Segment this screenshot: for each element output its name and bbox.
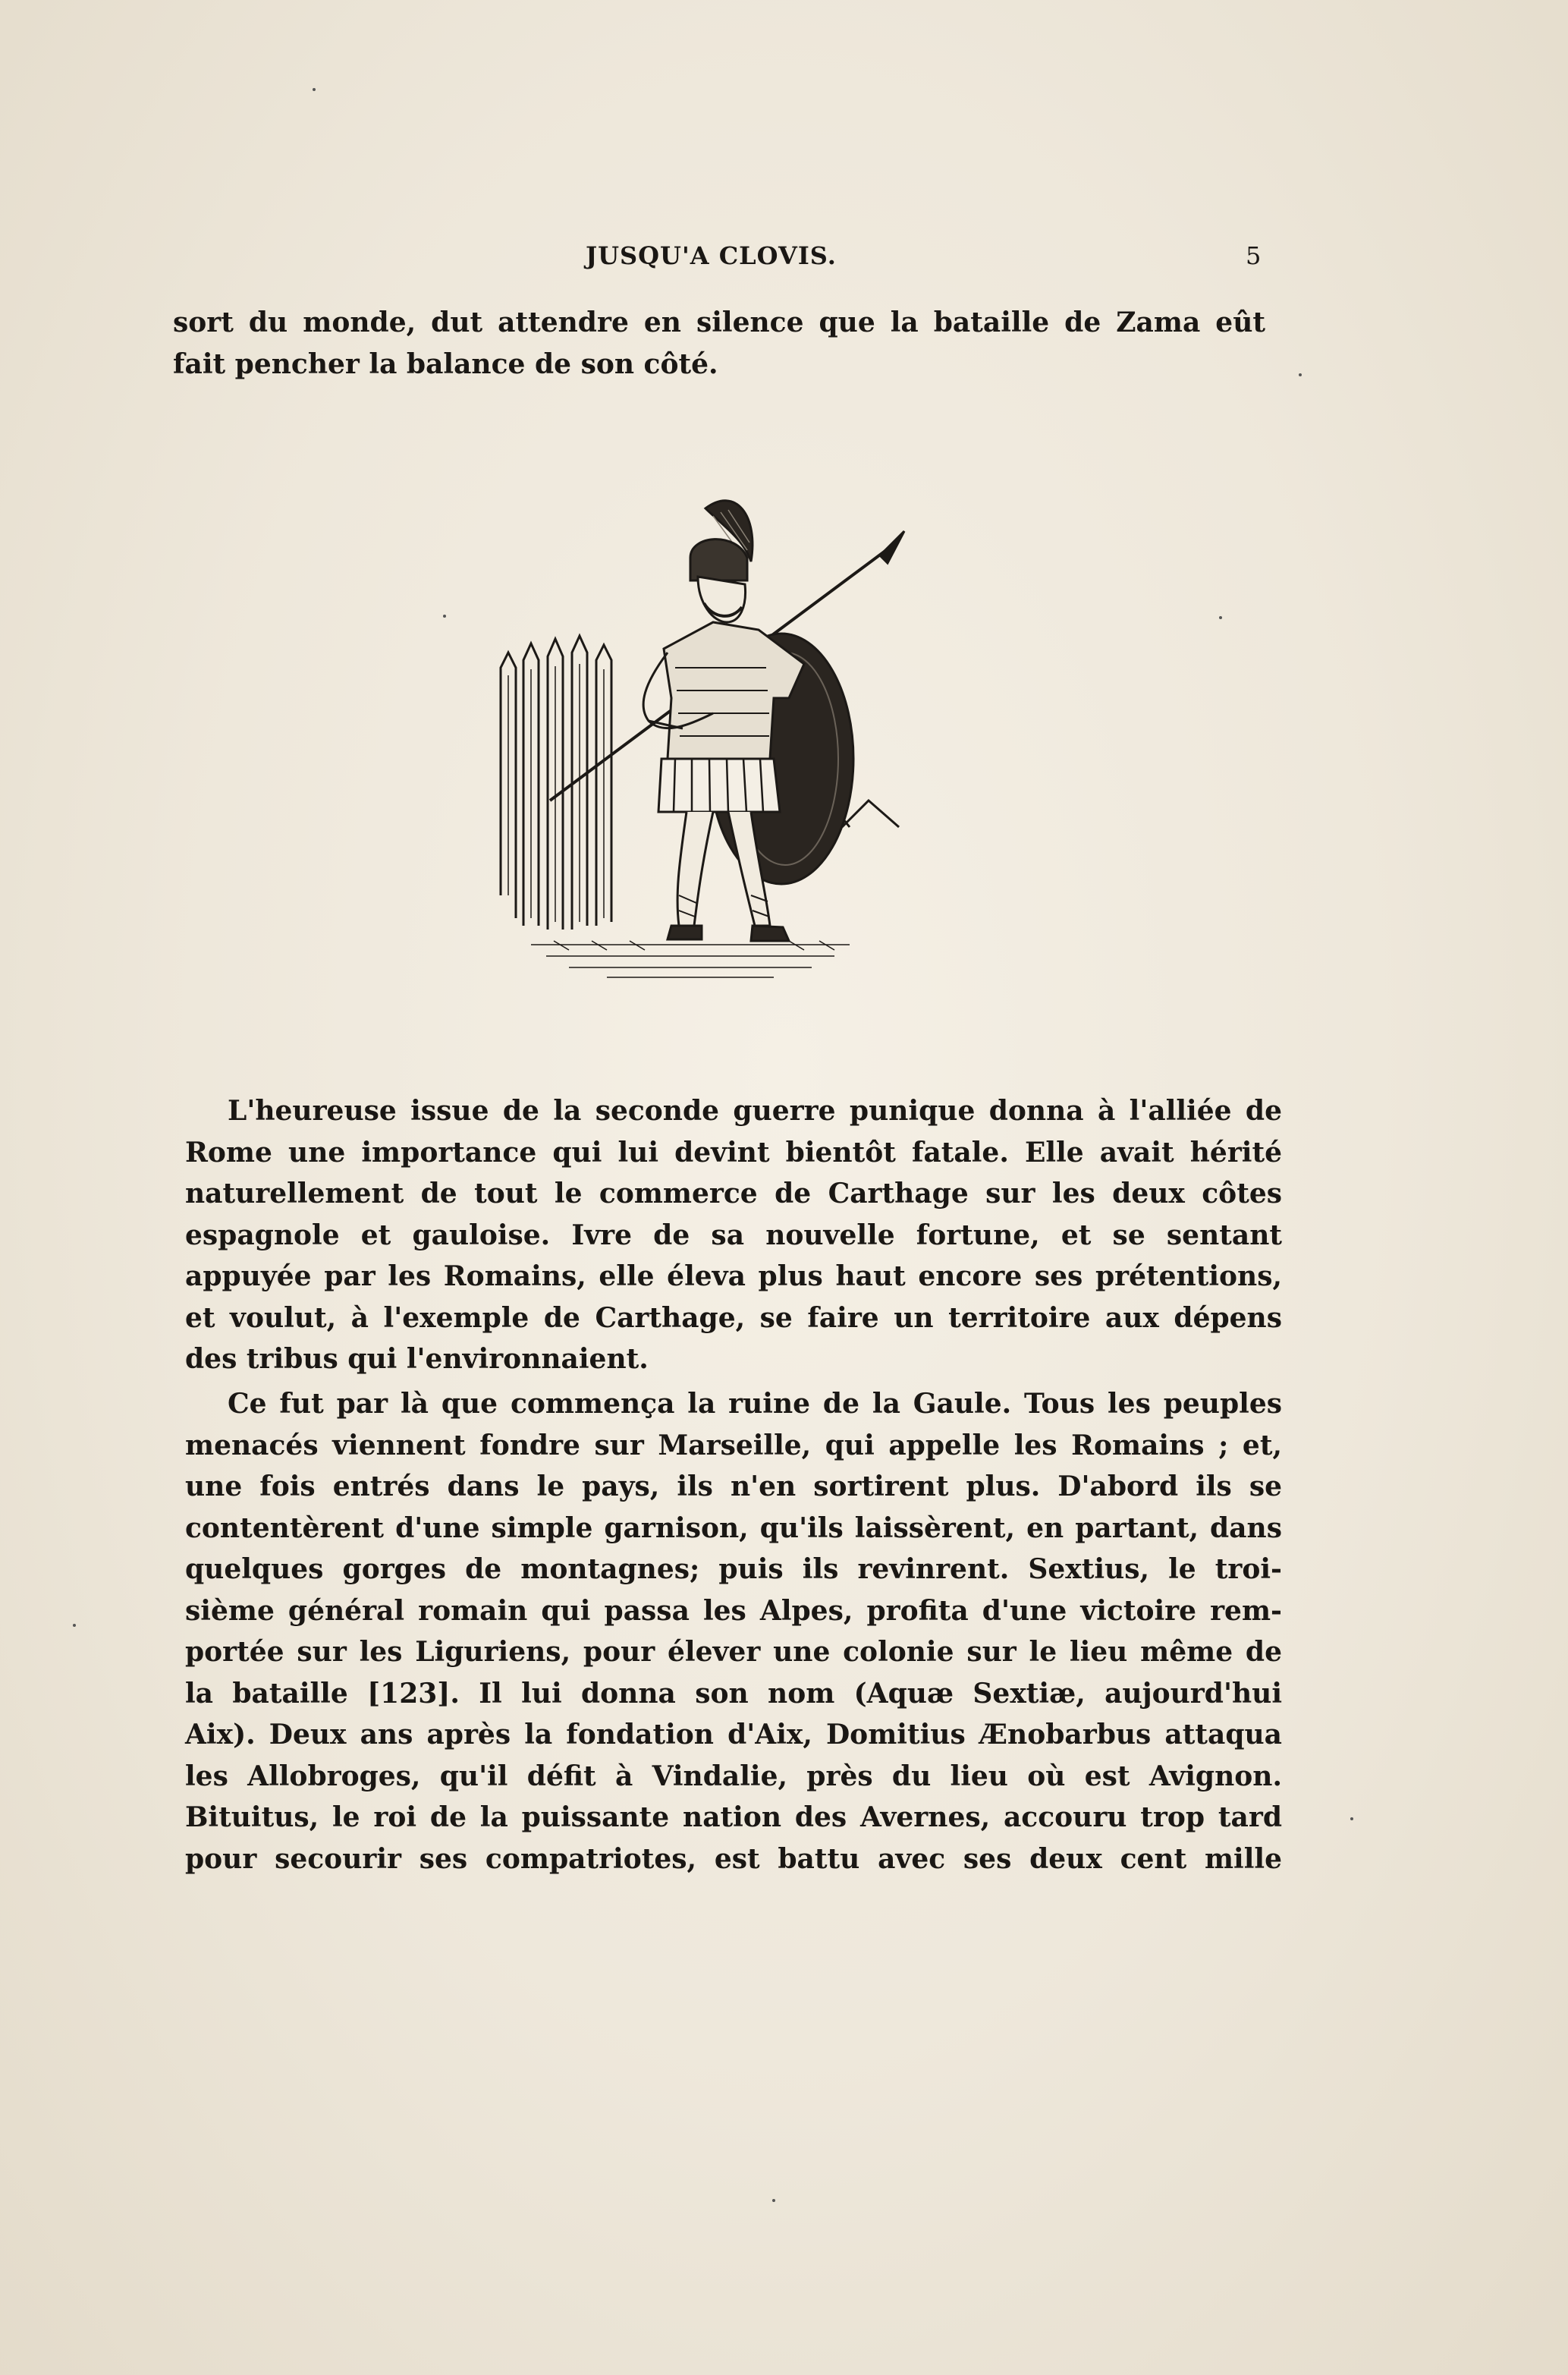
text-line: la bataille [123]. Il lui donna son nom (Aquæ Sextiæ, aujourd'hui: [185, 1677, 1282, 1710]
text-line: portée sur les Liguriens, pour élever une colonie sur le lieu même de: [185, 1636, 1282, 1668]
page-header: [0, 241, 1568, 279]
running-title: JUSQU'A CLOVIS.: [586, 241, 837, 270]
text-line: L'heureuse issue de la seconde guerre punique donna à l'alliée de: [228, 1095, 1282, 1127]
roman-soldier-engraving-icon: [485, 470, 910, 994]
palisade: [501, 636, 611, 930]
text-line: les Allobroges, qu'il défit à Vindalie, près du lieu où est Avignon.: [185, 1760, 1282, 1792]
text-line: Ce fut par là que commença la ruine de la Gaule. Tous les peuples: [228, 1388, 1282, 1420]
text-line: une fois entrés dans le pays, ils n'en sortirent plus. D'abord ils se: [185, 1471, 1282, 1502]
page-number: 5: [1246, 241, 1262, 270]
paper-speck: [1350, 1817, 1353, 1820]
paragraph-ruin-of-gaul: [185, 1383, 1282, 1880]
paper-speck: [1219, 616, 1222, 619]
text-line: espagnole et gauloise. Ivre de sa nouvelle fortune, et se sentant: [185, 1219, 1282, 1251]
text-line: quelques gorges de montagnes; puis ils revinrent. Sextius, le troi-: [185, 1553, 1282, 1585]
paper-speck: [772, 2199, 775, 2202]
text-line: pour secourir ses compatriotes, est battu avec ses deux cent mille: [185, 1842, 1282, 1875]
text-line: contentèrent d'une simple garnison, qu'ils laissèrent, en partant, dans: [185, 1512, 1282, 1544]
text-line: sième général romain qui passa les Alpes, profita d'une victoire rem-: [185, 1594, 1282, 1627]
text-line: menacés viennent fondre sur Marseille, qui appelle les Romains ; et,: [185, 1429, 1282, 1461]
text-line: fait pencher la balance de son côté.: [173, 348, 718, 380]
paper-speck: [313, 88, 316, 91]
text-line: et voulut, à l'exemple de Carthage, se faire un territoire aux dépens: [185, 1301, 1282, 1334]
text-line: appuyée par les Romains, elle éleva plus haut encore ses prétentions,: [185, 1260, 1282, 1292]
text-line: Bituitus, le roi de la puissante nation des Avernes, accouru trop tard: [185, 1801, 1282, 1833]
text-line: naturellement de tout le commerce de Carthage sur les deux côtes: [185, 1178, 1282, 1210]
paper-speck: [73, 1624, 76, 1627]
paragraph-continued: [173, 302, 1265, 385]
text-line: Aix). Deux ans après la fondation d'Aix, Domitius Ænobarbus attaqua: [185, 1719, 1282, 1751]
paper-speck: [1299, 373, 1302, 376]
text-line: Rome une importance qui lui devint bientôt fatale. Elle avait hérité: [185, 1136, 1282, 1169]
text-line: sort du monde, dut attendre en silence que la bataille de Zama eût: [173, 307, 1265, 338]
text-line: des tribus qui l'environnaient.: [185, 1343, 649, 1375]
paragraph-alliance: [185, 1090, 1282, 1380]
ground: [531, 941, 850, 977]
paper-speck: [443, 615, 446, 618]
